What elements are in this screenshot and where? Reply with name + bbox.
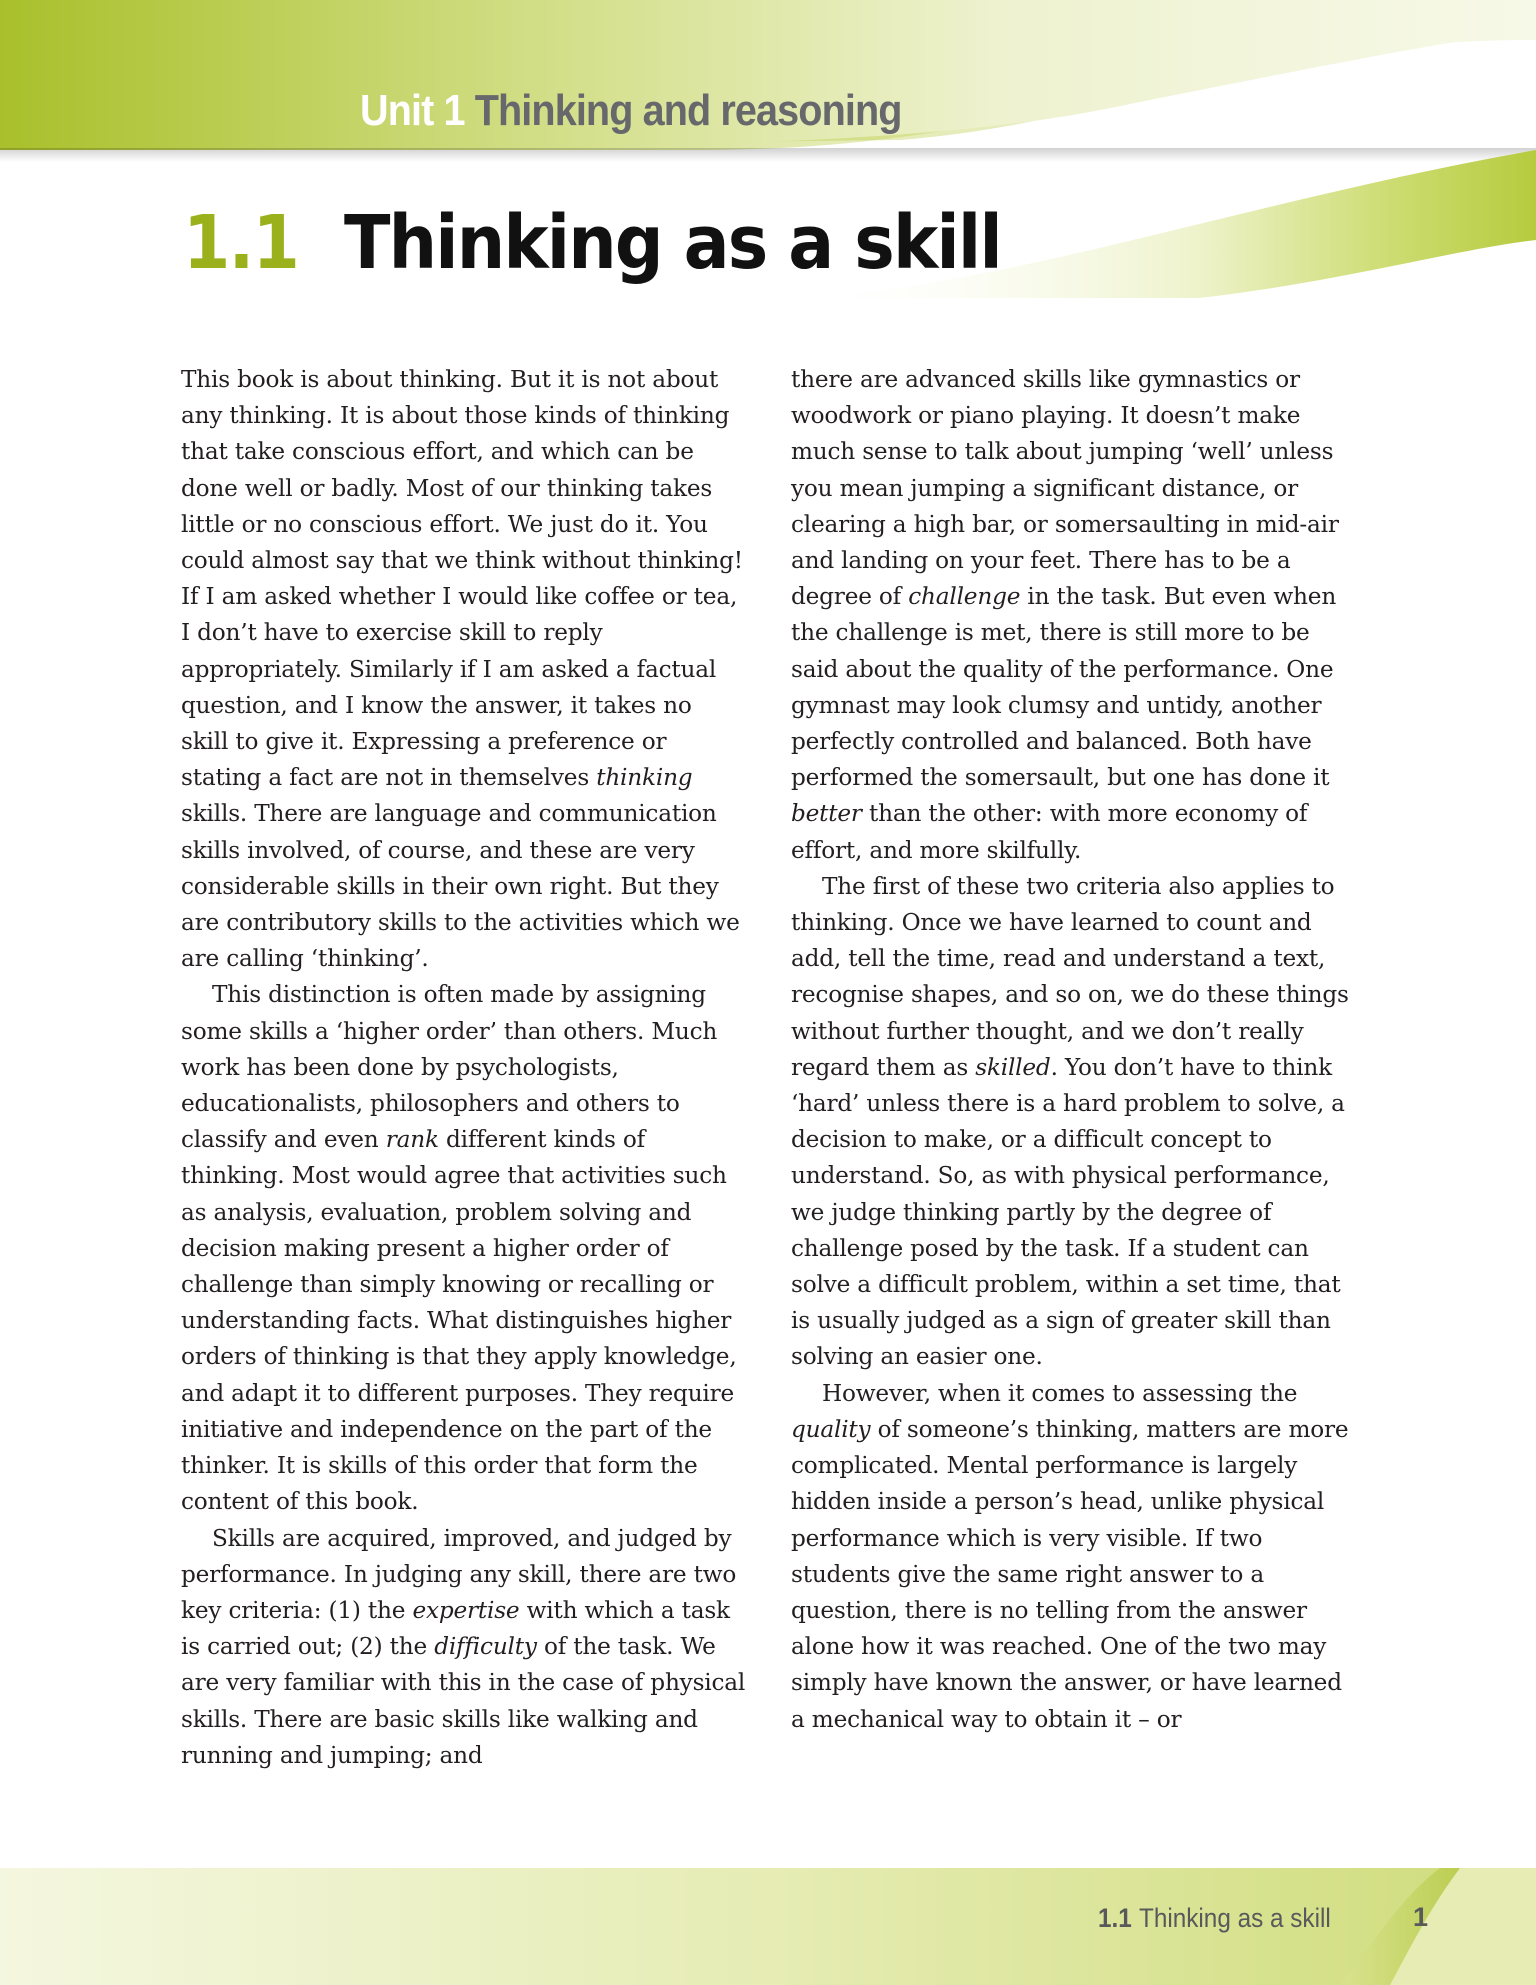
- paragraph: [791, 1376, 1356, 1738]
- emphasis-text: rank: [385, 1126, 439, 1154]
- emphasis-text: thinking: [596, 764, 693, 792]
- section-number: 1.1: [183, 200, 299, 286]
- text-run: skills. There are language and communication skills involved, of course, and these are very considerable skills in their own right. But they are contributory skills to the activities which we are calling ‘thinking’.: [181, 800, 740, 973]
- text-run: This distinction is often made by assigning some skills a ‘higher order’ than others. Much work has been done by psychologists, educationalists, philosophers and others to classify and even: [181, 981, 718, 1154]
- text-run: This book is about thinking. But it is not about any thinking. It is about those kinds of thinking that take conscious effort, and which can be done well or badly. Most of our thinking takes little or no conscious effort. We just do it. You could almost say that we think without thinking! If I am asked whether I would like coffee or tea, I don’t have to exercise skill to reply appropriately. Similarly if I am asked a factual question, and I know the answer, it takes no skill to give it. Expressing a preference or stating a fact are not in themselves: [181, 366, 743, 792]
- footer-section-title: Thinking as a skill: [1138, 1903, 1331, 1933]
- emphasis-text: difficulty: [434, 1633, 537, 1661]
- text-run: than the other: with more economy of effort, and more skilfully.: [791, 800, 1308, 864]
- emphasis-text: skilled: [975, 1053, 1051, 1081]
- paragraph: [181, 1521, 746, 1774]
- text-run: there are advanced skills like gymnastics or woodwork or piano playing. It doesn’t make much sense to talk about jumping ‘well’ unless you mean jumping a significant distance, or clearing a high bar, or somersaulting in mid-air and landing on your feet. There has to be a degree of: [791, 366, 1339, 611]
- unit-title: Thinking and reasoning: [474, 86, 902, 135]
- text-run: of someone’s thinking, matters are more complicated. Mental performance is largely hidden inside a person’s head, unlike physical performance which is very visible. If two students give the same right answer to a question, there is no telling from the answer alone how it was reached. One of the two may simply have known the answer, or have learned a mechanical way to obtain it – or: [791, 1415, 1349, 1733]
- unit-label: Unit 1: [360, 86, 465, 135]
- text-run: The first of these two criteria also applies to thinking. Once we have learned to count and add, tell the time, read and understand a text, recognise shapes, and so on, we do these things without further thought, and we don’t really regard them as: [791, 872, 1349, 1081]
- paragraph: [181, 362, 746, 977]
- footer-section-number: 1.1: [1098, 1903, 1132, 1933]
- page-number: 1: [1413, 1902, 1429, 1932]
- text-column-left: [181, 362, 746, 1774]
- emphasis-text: better: [791, 800, 862, 828]
- text-column-right: [791, 362, 1356, 1738]
- paragraph: [181, 977, 746, 1520]
- paragraph: [791, 869, 1356, 1376]
- text-run: with which a task is carried out; (2) the: [181, 1596, 730, 1661]
- section-title: Thinking as a skill: [344, 200, 1001, 286]
- emphasis-text: challenge: [908, 583, 1021, 611]
- emphasis-text: expertise: [412, 1596, 520, 1624]
- section-heading: [183, 200, 1001, 286]
- emphasis-text: quality: [791, 1415, 871, 1443]
- running-footer: [1098, 1903, 1331, 1934]
- unit-heading: [360, 86, 902, 136]
- text-run: However, when it comes to assessing the: [822, 1379, 1298, 1407]
- text-run: different kinds of thinking. Most would agree that activities such as analysis, evaluation, problem solving and decision making present a higher order of challenge than simply knowing or recalling or understanding facts. What distinguishes higher orders of thinking is that they apply knowledge, and adapt it to different purposes. They require initiative and independence on the part of the thinker. It is skills of this order that form the content of this book.: [181, 1126, 737, 1516]
- text-run: Skills are acquired, improved, and judged by performance. In judging any skill, there are two key criteria: (1) the: [181, 1524, 737, 1624]
- text-run: . You don’t have to think ‘hard’ unless there is a hard problem to solve, a decision to make, or a difficult concept to understand. So, as with physical performance, we judge thinking partly by the degree of challenge posed by the task. If a student can solve a difficult problem, within a set time, that is usually judged as a sign of greater skill than solving an easier one.: [791, 1053, 1345, 1371]
- paragraph: [791, 362, 1356, 869]
- text-run: of the task. We are very familiar with this in the case of physical skills. There are basic skills like walking and running and jumping; and: [181, 1633, 746, 1769]
- text-run: in the task. But even when the challenge is met, there is still more to be said about the quality of the performance. One gymnast may look clumsy and untidy, another perfectly controlled and balanced. Both have performed the somersault, but one has done it: [791, 583, 1337, 792]
